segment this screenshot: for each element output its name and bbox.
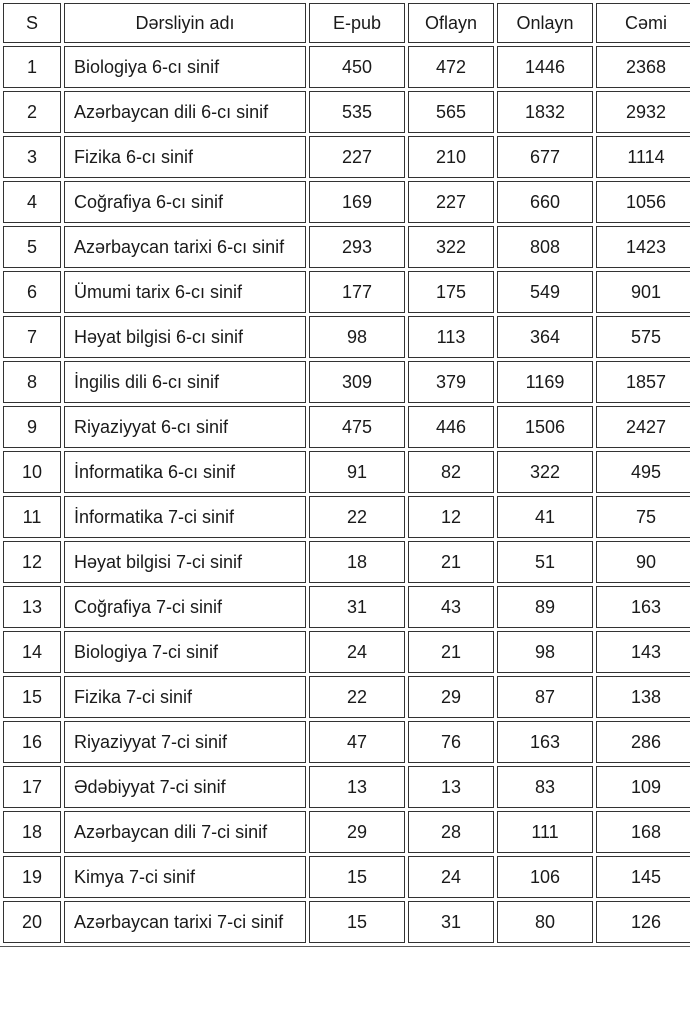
cell-cemi: 1114	[596, 136, 690, 178]
table-row	[3, 586, 690, 628]
cell-oflayn: 21	[408, 541, 494, 583]
cell-textbook-name: İnformatika 6-cı sinif	[64, 451, 306, 493]
cell-oflayn: 210	[408, 136, 494, 178]
table-row	[3, 901, 690, 943]
cell-oflayn: 29	[408, 676, 494, 718]
cell-oflayn: 82	[408, 451, 494, 493]
cell-onlayn: 1506	[497, 406, 593, 448]
cell-cemi: 286	[596, 721, 690, 763]
cell-onlayn: 51	[497, 541, 593, 583]
header-s: S	[3, 3, 61, 43]
cell-onlayn: 549	[497, 271, 593, 313]
table-row	[3, 721, 690, 763]
table-row	[3, 181, 690, 223]
cell-s: 14	[3, 631, 61, 673]
cell-epub: 47	[309, 721, 405, 763]
cell-onlayn: 111	[497, 811, 593, 853]
cell-s: 1	[3, 46, 61, 88]
cell-cemi: 1423	[596, 226, 690, 268]
cell-cemi: 575	[596, 316, 690, 358]
cell-textbook-name: Coğrafiya 6-cı sinif	[64, 181, 306, 223]
cell-epub: 450	[309, 46, 405, 88]
cell-epub: 309	[309, 361, 405, 403]
cell-onlayn: 677	[497, 136, 593, 178]
cell-onlayn: 89	[497, 586, 593, 628]
cell-epub: 169	[309, 181, 405, 223]
cell-oflayn: 472	[408, 46, 494, 88]
cell-onlayn: 80	[497, 901, 593, 943]
cell-oflayn: 28	[408, 811, 494, 853]
cell-epub: 98	[309, 316, 405, 358]
cell-onlayn: 98	[497, 631, 593, 673]
cell-s: 11	[3, 496, 61, 538]
cell-onlayn: 1446	[497, 46, 593, 88]
cell-s: 9	[3, 406, 61, 448]
cell-s: 15	[3, 676, 61, 718]
cell-cemi: 126	[596, 901, 690, 943]
cell-s: 10	[3, 451, 61, 493]
table-row	[3, 136, 690, 178]
cell-cemi: 143	[596, 631, 690, 673]
cell-onlayn: 808	[497, 226, 593, 268]
cell-s: 2	[3, 91, 61, 133]
cell-s: 17	[3, 766, 61, 808]
cell-onlayn: 83	[497, 766, 593, 808]
table-row	[3, 451, 690, 493]
cell-onlayn: 1832	[497, 91, 593, 133]
cell-cemi: 2368	[596, 46, 690, 88]
cell-s: 16	[3, 721, 61, 763]
cell-textbook-name: Biologiya 6-cı sinif	[64, 46, 306, 88]
header-onlayn: Onlayn	[497, 3, 593, 43]
cell-cemi: 145	[596, 856, 690, 898]
table-row	[3, 226, 690, 268]
cell-textbook-name: İnformatika 7-ci sinif	[64, 496, 306, 538]
cell-s: 19	[3, 856, 61, 898]
table-row	[3, 631, 690, 673]
table-row	[3, 361, 690, 403]
cell-oflayn: 565	[408, 91, 494, 133]
cell-oflayn: 175	[408, 271, 494, 313]
table-row	[3, 46, 690, 88]
cell-oflayn: 24	[408, 856, 494, 898]
cell-textbook-name: Riyaziyyat 6-cı sinif	[64, 406, 306, 448]
table-body	[3, 46, 690, 943]
table-row	[3, 541, 690, 583]
cell-oflayn: 322	[408, 226, 494, 268]
cell-s: 8	[3, 361, 61, 403]
header-textbook-name: Dərsliyin adı	[64, 3, 306, 43]
cell-cemi: 138	[596, 676, 690, 718]
cell-s: 13	[3, 586, 61, 628]
cell-s: 20	[3, 901, 61, 943]
cell-epub: 293	[309, 226, 405, 268]
cell-s: 7	[3, 316, 61, 358]
cell-cemi: 2932	[596, 91, 690, 133]
cell-cemi: 901	[596, 271, 690, 313]
cell-oflayn: 113	[408, 316, 494, 358]
cell-cemi: 2427	[596, 406, 690, 448]
cell-oflayn: 12	[408, 496, 494, 538]
cell-onlayn: 1169	[497, 361, 593, 403]
table-row	[3, 811, 690, 853]
cell-epub: 475	[309, 406, 405, 448]
cell-epub: 15	[309, 901, 405, 943]
cell-epub: 227	[309, 136, 405, 178]
cell-epub: 24	[309, 631, 405, 673]
table-row	[3, 676, 690, 718]
table-row	[3, 856, 690, 898]
cell-oflayn: 76	[408, 721, 494, 763]
cell-s: 18	[3, 811, 61, 853]
cell-cemi: 1056	[596, 181, 690, 223]
cell-oflayn: 227	[408, 181, 494, 223]
header-oflayn: Oflayn	[408, 3, 494, 43]
cell-epub: 91	[309, 451, 405, 493]
cell-epub: 22	[309, 496, 405, 538]
cell-oflayn: 379	[408, 361, 494, 403]
cell-onlayn: 322	[497, 451, 593, 493]
cell-onlayn: 87	[497, 676, 593, 718]
table-row	[3, 406, 690, 448]
cell-textbook-name: Azərbaycan dili 6-cı sinif	[64, 91, 306, 133]
cell-textbook-name: Riyaziyyat 7-ci sinif	[64, 721, 306, 763]
cell-epub: 177	[309, 271, 405, 313]
cell-cemi: 168	[596, 811, 690, 853]
cell-textbook-name: Biologiya 7-ci sinif	[64, 631, 306, 673]
cell-onlayn: 41	[497, 496, 593, 538]
cell-cemi: 109	[596, 766, 690, 808]
cell-textbook-name: Həyat bilgisi 6-cı sinif	[64, 316, 306, 358]
cell-textbook-name: Coğrafiya 7-ci sinif	[64, 586, 306, 628]
cell-epub: 13	[309, 766, 405, 808]
cell-epub: 22	[309, 676, 405, 718]
cell-oflayn: 43	[408, 586, 494, 628]
cell-onlayn: 163	[497, 721, 593, 763]
table-row	[3, 91, 690, 133]
cell-textbook-name: Həyat bilgisi 7-ci sinif	[64, 541, 306, 583]
cell-oflayn: 446	[408, 406, 494, 448]
cell-epub: 535	[309, 91, 405, 133]
cell-epub: 31	[309, 586, 405, 628]
cell-s: 12	[3, 541, 61, 583]
cell-s: 6	[3, 271, 61, 313]
cell-textbook-name: Azərbaycan dili 7-ci sinif	[64, 811, 306, 853]
cell-s: 3	[3, 136, 61, 178]
table-row	[3, 766, 690, 808]
table-row	[3, 271, 690, 313]
header-cemi: Cəmi	[596, 3, 690, 43]
cell-onlayn: 660	[497, 181, 593, 223]
cell-cemi: 90	[596, 541, 690, 583]
cell-oflayn: 31	[408, 901, 494, 943]
cell-epub: 15	[309, 856, 405, 898]
cell-s: 5	[3, 226, 61, 268]
table-row	[3, 316, 690, 358]
table-row	[3, 496, 690, 538]
header-epub: E-pub	[309, 3, 405, 43]
cell-textbook-name: Ədəbiyyat 7-ci sinif	[64, 766, 306, 808]
cell-textbook-name: Kimya 7-ci sinif	[64, 856, 306, 898]
cell-cemi: 75	[596, 496, 690, 538]
cell-s: 4	[3, 181, 61, 223]
cell-textbook-name: Ümumi tarix 6-cı sinif	[64, 271, 306, 313]
cell-textbook-name: İngilis dili 6-cı sinif	[64, 361, 306, 403]
cell-oflayn: 13	[408, 766, 494, 808]
cell-epub: 29	[309, 811, 405, 853]
cell-oflayn: 21	[408, 631, 494, 673]
cell-cemi: 163	[596, 586, 690, 628]
cell-textbook-name: Azərbaycan tarixi 7-ci sinif	[64, 901, 306, 943]
cell-cemi: 495	[596, 451, 690, 493]
cell-textbook-name: Fizika 6-cı sinif	[64, 136, 306, 178]
table-header-row	[3, 3, 690, 43]
cell-onlayn: 364	[497, 316, 593, 358]
cell-textbook-name: Azərbaycan tarixi 6-cı sinif	[64, 226, 306, 268]
cell-onlayn: 106	[497, 856, 593, 898]
cell-epub: 18	[309, 541, 405, 583]
cell-cemi: 1857	[596, 361, 690, 403]
cell-textbook-name: Fizika 7-ci sinif	[64, 676, 306, 718]
